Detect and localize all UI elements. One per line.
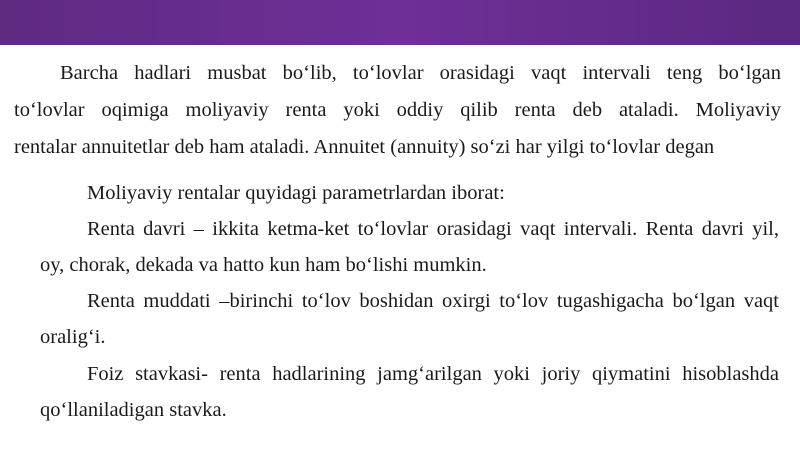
paragraph-2-line-1: Moliyaviy rentalar quyidagi parametrlardan iborat: <box>87 182 505 204</box>
paragraph-1-line-1: Barcha hadlari musbat bo‘lib, to‘lovlar orasidagi vaqt intervali teng bo‘lgan <box>60 62 781 84</box>
paragraph-5-line-1: Foiz stavkasi- renta hadlarining jamg‘arilgan yoki joriy qiymatini hisoblashda <box>87 363 779 385</box>
paragraph-4-line-1: Renta muddati –birinchi to‘lov boshidan oxirgi to‘lov tugashigacha bo‘lgan vaqt <box>87 290 779 312</box>
paragraph-5-line-2: qo‘llaniladigan stavka. <box>40 399 227 421</box>
paragraph-1-line-3: rentalar annuitetlar deb ham ataladi. Annuitet (annuity) so‘zi har yilgi to‘lovlar degan <box>14 136 715 158</box>
paragraph-1-line-2: to‘lovlar oqimiga moliyaviy renta yoki oddiy qilib renta deb ataladi. Moliyaviy <box>14 99 781 121</box>
paragraph-3-line-2: oy, chorak, dekada va hatto kun ham bo‘lishi mumkin. <box>40 254 487 276</box>
paragraph-4-line-2: oralig‘i. <box>40 326 106 348</box>
paragraph-3-line-1: Renta davri – ikkita ketma-ket to‘lovlar orasidagi vaqt intervali. Renta davri yil, <box>87 218 779 240</box>
